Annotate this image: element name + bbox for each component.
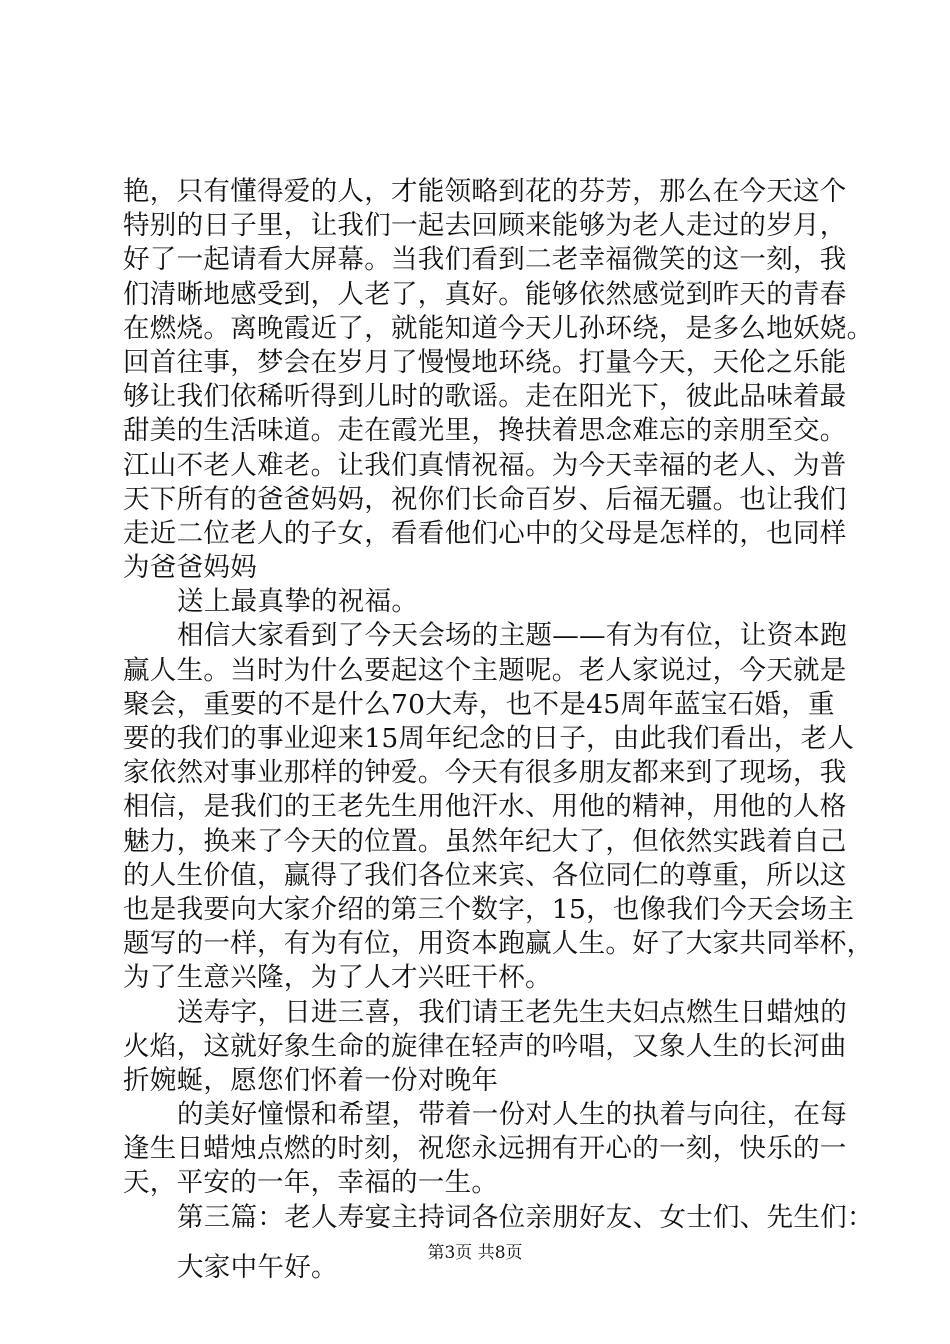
text-line: 好了一起请看大屏幕。当我们看到二老幸福微笑的这一刻，我 bbox=[123, 244, 847, 276]
text-line: 也是我要向大家介绍的第三个数字，15，也像我们今天会场主 bbox=[123, 893, 855, 925]
text-line: 送上最真挚的祝福。 bbox=[177, 586, 419, 618]
text-line: 在燃烧。离晚霞近了，就能知道今天儿孙环绕，是多么地妖娆。 bbox=[123, 312, 874, 344]
text-line: 天下所有的爸爸妈妈，祝你们长命百岁、后福无疆。也让我们 bbox=[123, 483, 847, 515]
text-line: 的人生价值，赢得了我们各位来宾、各位同仁的尊重，所以这 bbox=[123, 859, 847, 891]
text-line: 特别的日子里，让我们一起去回顾来能够为老人走过的岁月， bbox=[123, 210, 847, 242]
text-line: 回首往事，梦会在岁月了慢慢地环绕。打量今天，天伦之乐能 bbox=[123, 346, 847, 378]
text-line: 艳，只有懂得爱的人，才能领略到花的芬芳，那么在今天这个 bbox=[123, 176, 847, 207]
text-line: 够让我们依稀听得到儿时的歌谣。走在阳光下，彼此品味着最 bbox=[123, 381, 847, 413]
text-line: 大家中午好。 bbox=[177, 1251, 338, 1283]
body-text bbox=[123, 175, 874, 1285]
text-line: 的美好憧憬和希望，带着一份对人生的执着与向往，在每 bbox=[177, 1099, 847, 1131]
text-line: 赢人生。当时为什么要起这个主题呢。老人家说过，今天就是 bbox=[123, 654, 847, 686]
text-line: 聚会，重要的不是什么70大寿，也不是45周年蓝宝石婚，重 bbox=[123, 688, 835, 720]
text-line: 走近二位老人的子女，看看他们心中的父母是怎样的，也同样 bbox=[123, 517, 847, 549]
section-heading: 第三篇：老人寿宴主持词各位亲朋好友、女士们、先生们： bbox=[177, 1201, 874, 1233]
text-line: 为了生意兴隆，为了人才兴旺干杯。 bbox=[123, 962, 552, 994]
text-line: 相信大家看到了今天会场的主题——有为有位，让资本跑 bbox=[177, 620, 847, 652]
text-line: 魅力，换来了今天的位置。虽然年纪大了，但依然实践着自己 bbox=[123, 825, 847, 857]
text-line: 为爸爸妈妈 bbox=[123, 552, 257, 584]
page-footer: 第3页 共8页 bbox=[427, 1243, 523, 1263]
text-line: 题写的一样，有为有位，用资本跑赢人生。好了大家共同举杯， bbox=[123, 928, 874, 960]
text-line: 天，平安的一年，幸福的一生。 bbox=[123, 1167, 499, 1199]
text-line: 逢生日蜡烛点燃的时刻，祝您永远拥有开心的一刻，快乐的一 bbox=[123, 1133, 847, 1165]
text-line: 江山不老人难老。让我们真情祝福。为今天幸福的老人、为普 bbox=[123, 449, 847, 481]
text-line: 送寿字，日进三喜，我们请王老先生夫妇点燃生日蜡烛的 bbox=[177, 996, 847, 1028]
text-line: 折婉蜒，愿您们怀着一份对晚年 bbox=[123, 1064, 499, 1096]
text-line: 火焰，这就好象生命的旋律在轻声的吟唱，又象人生的长河曲 bbox=[123, 1030, 847, 1062]
text-line: 相信，是我们的王老先生用他汗水、用他的精神，用他的人格 bbox=[123, 791, 847, 823]
text-line: 要的我们的事业迎来15周年纪念的日子，由此我们看出，老人 bbox=[123, 723, 855, 754]
text-line: 甜美的生活味道。走在霞光里，搀扶着思念难忘的亲朋至交。 bbox=[123, 415, 847, 447]
text-line: 家依然对事业那样的钟爱。今天有很多朋友都来到了现场，我 bbox=[123, 757, 847, 789]
text-line: 们清晰地感受到，人老了，真好。能够依然感觉到昨天的青春 bbox=[123, 278, 847, 310]
